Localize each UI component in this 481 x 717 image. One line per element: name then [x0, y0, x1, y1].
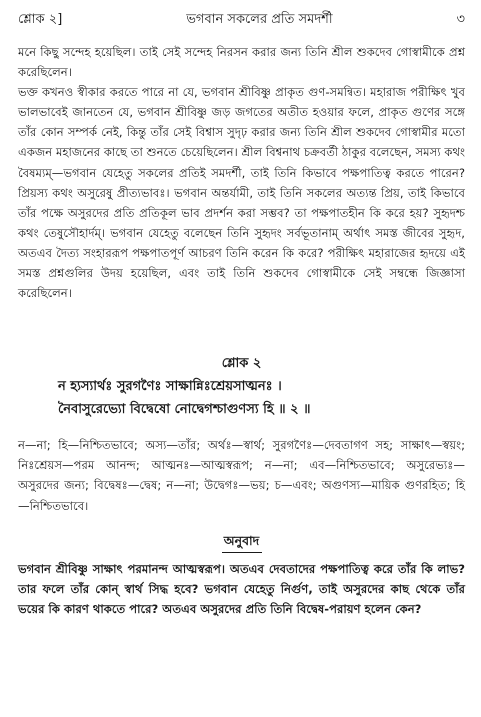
verse-reference: শ্লোক ২]: [18, 12, 63, 27]
purport: [18, 42, 465, 303]
translation-heading-label: অনুবাদ: [223, 532, 260, 548]
page-number: ৩: [456, 12, 465, 27]
translation-heading: [18, 530, 465, 553]
translation-text: ভগবান শ্রীবিষ্ণু সাক্ষাৎ পরমানন্দ আত্মস্বরূপ। অতএব দেবতাদের পক্ষপাতিত্ব করে তাঁর কি লাভ? তার ফলে তাঁর কোন্ স্বার্থ সিদ্ধ হবে? ভগবান যেহেতু নির্গুণ, তাই অসুরদের কাছ থেকে তাঁর ভয়ের কি কারণ থাকতে পারে? অতএব অসুরদের প্রতি তিনি বিদ্বেষ-পরায়ণ হলেন কেন?: [18, 561, 465, 616]
purport-paragraph-2: ভক্ত কখনও স্বীকার করতে পারে না যে, ভগবান শ্রীবিষ্ণু প্রাকৃত গুণ-সমন্বিত। মহারাজ পরীক্ষিৎ খুব ভালভাবেই জানতেন যে, ভগবান শ্রীবিষ্ণু জড় জগতের অতীত হওয়ার ফলে, প্রাকৃত গুণের সঙ্গে তাঁর কোন সম্পর্ক নেই, কিন্তু তাঁর সেই বিশ্বাস সুদৃঢ় করার জন্য তিনি শ্রীল শুকদেব গোস্বামীর মতো একজন মহাজনের কাছে তা শুনতে চেয়েছিলেন। শ্রীল বিশ্বনাথ চক্রবর্তী ঠাকুর বলেছেন, সমস্য কথং বৈষম্যম্—ভগবান যেহেতু সকলের প্রতিই সমদর্শী, তাই তিনি কিভাবে পক্ষপাতিত্ব করতে পারেন? প্রিয়স্য কথং অসুরেষু প্রীত্যভাবঃ। ভগবান অন্তর্যামী, তাই তিনি সকলের অত্যন্ত প্রিয়, তাই কিভাবে তাঁর পক্ষে অসুরদের প্রতি প্রতিকূল ভাব প্রদর্শন করা সম্ভব? তা পক্ষপাতহীন কি করে হয়? সুহৃদশ্চ কথং তেষুসৌহার্দম্। ভগবান যেহেতু বলেছেন তিনি সুহৃদং সর্বভূতানাম্ অর্থাৎ সমস্ত জীবের সুহৃদ, অতএব দৈত্য সংহাররূপ পক্ষপাতপূর্ণ আচরণ তিনি করেন কি করে? পরীক্ষিৎ মহারাজের হৃদয়ে এই সমস্ত প্রশ্নগুলির উদয় হয়েছিল, এবং তাই তিনি শুকদেব গোস্বামীকে সেই সম্বন্ধে জিজ্ঞাসা করেছিলেন।: [18, 85, 465, 301]
book-page: [18, 10, 465, 710]
synonyms: ন—না; হি—নিশ্চিতভাবে; অস্য—তাঁর; অর্থঃ—স্বার্থ; সুরগণৈঃ—দেবতাগণ সহ; সাক্ষাৎ—স্বয়ং; নিঃশ্রেয়স—পরম আনন্দ; আত্মনঃ—আত্মস্বরূপ; ন—না; এব—নিশ্চিতভাবে; অসুরেভ্যঃ—অসুরদের জন্য; বিদ্বেষঃ—দ্বেষ; ন—না; উদ্বেগঃ—ভয়; চ—এবং; অগুণস্য—মায়িক গুণরহিত; হি—নিশ্চিতভাবে।: [18, 438, 465, 513]
verse-line-1: ন হ্যস্যার্থঃ সুরগণৈঃ সাক্ষান্নিঃশ্রেয়সাত্মনঃ ।: [58, 379, 282, 395]
heading-underline: [222, 552, 262, 553]
verse-line-2: নৈবাসুরেভ্যো বিদ্বেষো নোদ্বেগশ্চাগুণস্য হি ॥ ২ ॥: [58, 402, 311, 418]
running-head: [18, 10, 465, 30]
chapter-title: ভগবান সকলের প্রতি সমদর্শী: [186, 12, 333, 27]
purport-paragraph-1: মনে কিছু সন্দেহ হয়েছিল। তাই সেই সন্দেহ নিরসন করার জন্য তিনি শ্রীল শুকদেব গোস্বামীকে প্রশ্ন করেছিলেন।: [18, 45, 465, 80]
verse-heading: শ্লোক ২: [221, 356, 262, 372]
